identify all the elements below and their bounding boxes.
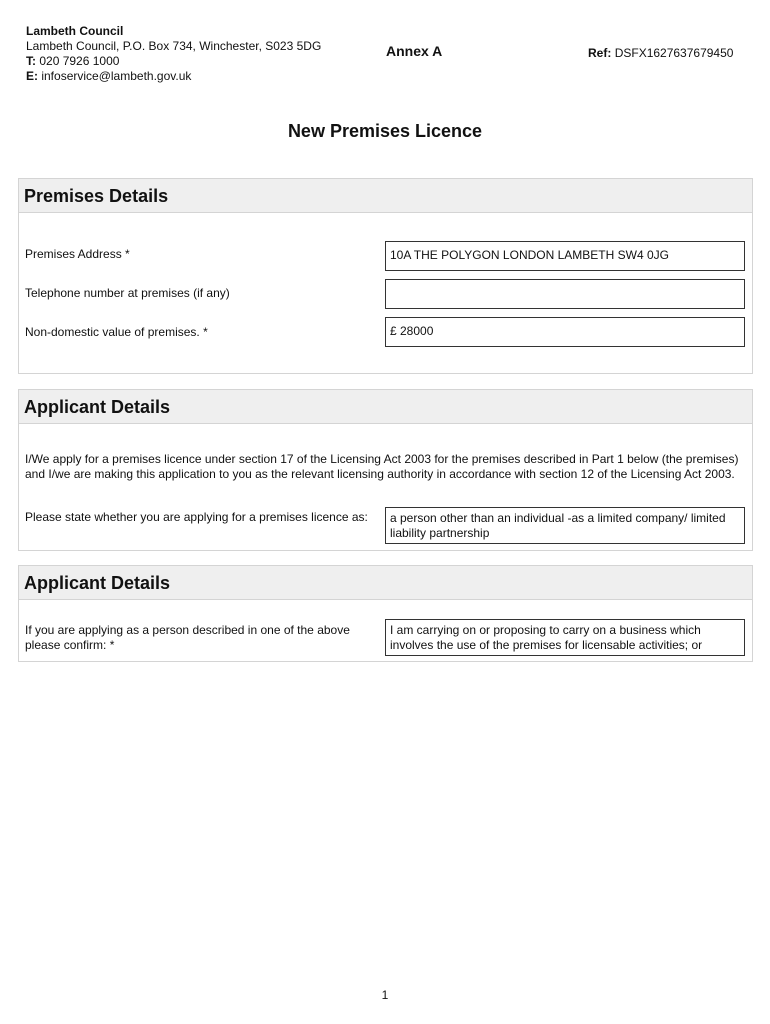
section-heading: Premises Details [19,179,752,213]
council-email [26,69,321,84]
council-phone [26,54,321,69]
applicant-details-section [18,389,753,551]
council-header [26,24,321,84]
telephone-field[interactable] [385,279,745,309]
telephone-label: Telephone number at premises (if any) [25,286,230,300]
applicant-type-label: Please state whether you are applying for a premises licence as: [25,510,368,524]
non-domestic-value-label: Non-domestic value of premises. * [25,325,208,339]
council-address: Lambeth Council, P.O. Box 734, Winchester, S023 5DG [26,39,322,53]
ref-label: Ref: [588,46,612,60]
ref-value: DSFX1627637679450 [614,46,734,60]
premises-address-label: Premises Address * [25,247,130,261]
council-name: Lambeth Council [26,24,124,38]
section-heading: Applicant Details [19,566,752,600]
applicant-confirmation-section [18,565,753,662]
premises-address-field[interactable]: 10A THE POLYGON LONDON LAMBETH SW4 0JG [385,241,745,271]
page-number: 1 [381,988,389,1002]
premises-details-section [18,178,753,374]
email-address: infoservice@lambeth.gov.uk [41,69,192,83]
email-label: E: [26,69,38,83]
application-statement: I/We apply for a premises licence under section 17 of the Licensing Act 2003 for the premises described in Part 1 below (the premises) and I/we are making this application to you as the relevant licensing authority in accordance with section 12 of the Licensing Act 2003. [25,452,739,481]
confirmation-field[interactable]: I am carrying on or proposing to carry on a business which involves the use of the premises for licensable activities; or [385,619,745,656]
non-domestic-value-field[interactable]: £ 28000 [385,317,745,347]
phone-label: T: [26,54,36,68]
annex-label: Annex A [386,43,443,59]
reference [588,46,733,60]
page-title: New Premises Licence [287,121,483,141]
applicant-type-field[interactable]: a person other than an individual -as a limited company/ limited liability partnership [385,507,745,544]
confirmation-label: If you are applying as a person described in one of the above please confirm: * [25,623,350,652]
section-heading: Applicant Details [19,390,752,424]
phone-number: 020 7926 1000 [39,54,120,68]
